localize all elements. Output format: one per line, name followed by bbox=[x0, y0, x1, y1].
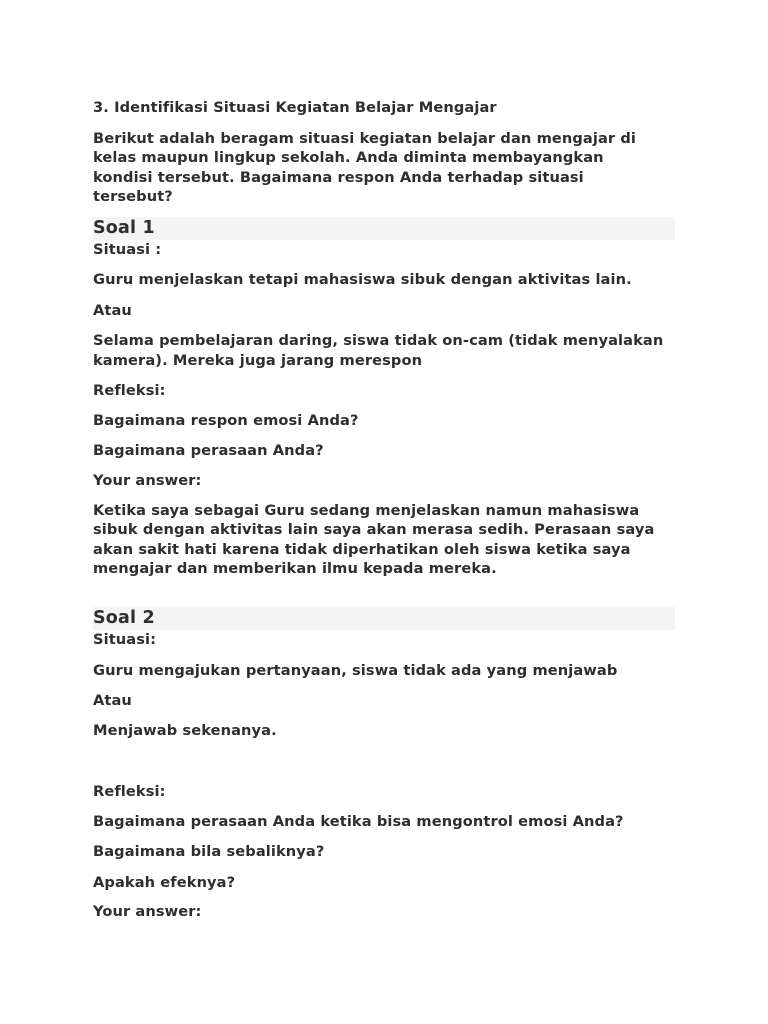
soal-2-question-2: Bagaimana bila sebaliknya? bbox=[93, 843, 325, 860]
soal-1-atau: Atau bbox=[93, 302, 132, 319]
soal-1-header bbox=[93, 217, 675, 240]
soal-2-question-1: Bagaimana perasaan Anda ketika bisa mengontrol emosi Anda? bbox=[93, 813, 624, 830]
soal-1-answer-line: sibuk dengan aktivitas lain saya akan merasa sedih. Perasaan saya bbox=[93, 521, 655, 538]
soal-1-alt-line: Selama pembelajaran daring, siswa tidak on-cam (tidak menyalakan bbox=[93, 332, 664, 349]
soal-2-header bbox=[93, 607, 675, 630]
soal-1-answer-line: akan sakit hati karena tidak diperhatikan oleh siswa ketika saya bbox=[93, 541, 631, 558]
intro-line: kondisi tersebut. Bagaimana respon Anda terhadap situasi bbox=[93, 169, 584, 186]
soal-1-answer-label: Your answer: bbox=[93, 472, 202, 489]
soal-2-situasi-label: Situasi: bbox=[93, 631, 157, 648]
soal-2-question-3: Apakah efeknya? bbox=[93, 874, 236, 891]
intro-line: tersebut? bbox=[93, 188, 173, 205]
soal-1-answer-line: Ketika saya sebagai Guru sedang menjelaskan namun mahasiswa bbox=[93, 502, 640, 519]
soal-2-alt: Menjawab sekenanya. bbox=[93, 722, 277, 739]
soal-1-title: Soal 1 bbox=[93, 218, 155, 238]
soal-2-atau: Atau bbox=[93, 692, 132, 709]
soal-1-situasi-label: Situasi : bbox=[93, 241, 162, 258]
soal-2-title: Soal 2 bbox=[93, 608, 155, 628]
soal-1-question-1: Bagaimana respon emosi Anda? bbox=[93, 412, 359, 429]
soal-1-question-2: Bagaimana perasaan Anda? bbox=[93, 442, 324, 459]
soal-1-alt-line: kamera). Mereka juga jarang merespon bbox=[93, 352, 423, 369]
intro-line: kelas maupun lingkup sekolah. Anda diminta membayangkan bbox=[93, 149, 604, 166]
soal-1-situasi: Guru menjelaskan tetapi mahasiswa sibuk dengan aktivitas lain. bbox=[93, 271, 632, 288]
soal-2-refleksi-label: Refleksi: bbox=[93, 783, 166, 800]
soal-2-answer-label: Your answer: bbox=[93, 903, 202, 920]
soal-1-refleksi-label: Refleksi: bbox=[93, 382, 166, 399]
soal-1-answer-line: mengajar dan memberikan ilmu kepada mereka. bbox=[93, 560, 497, 577]
section-heading: 3. Identifikasi Situasi Kegiatan Belajar Mengajar bbox=[93, 99, 497, 116]
soal-2-situasi: Guru mengajukan pertanyaan, siswa tidak ada yang menjawab bbox=[93, 662, 618, 679]
intro-line: Berikut adalah beragam situasi kegiatan belajar dan mengajar di bbox=[93, 130, 637, 147]
